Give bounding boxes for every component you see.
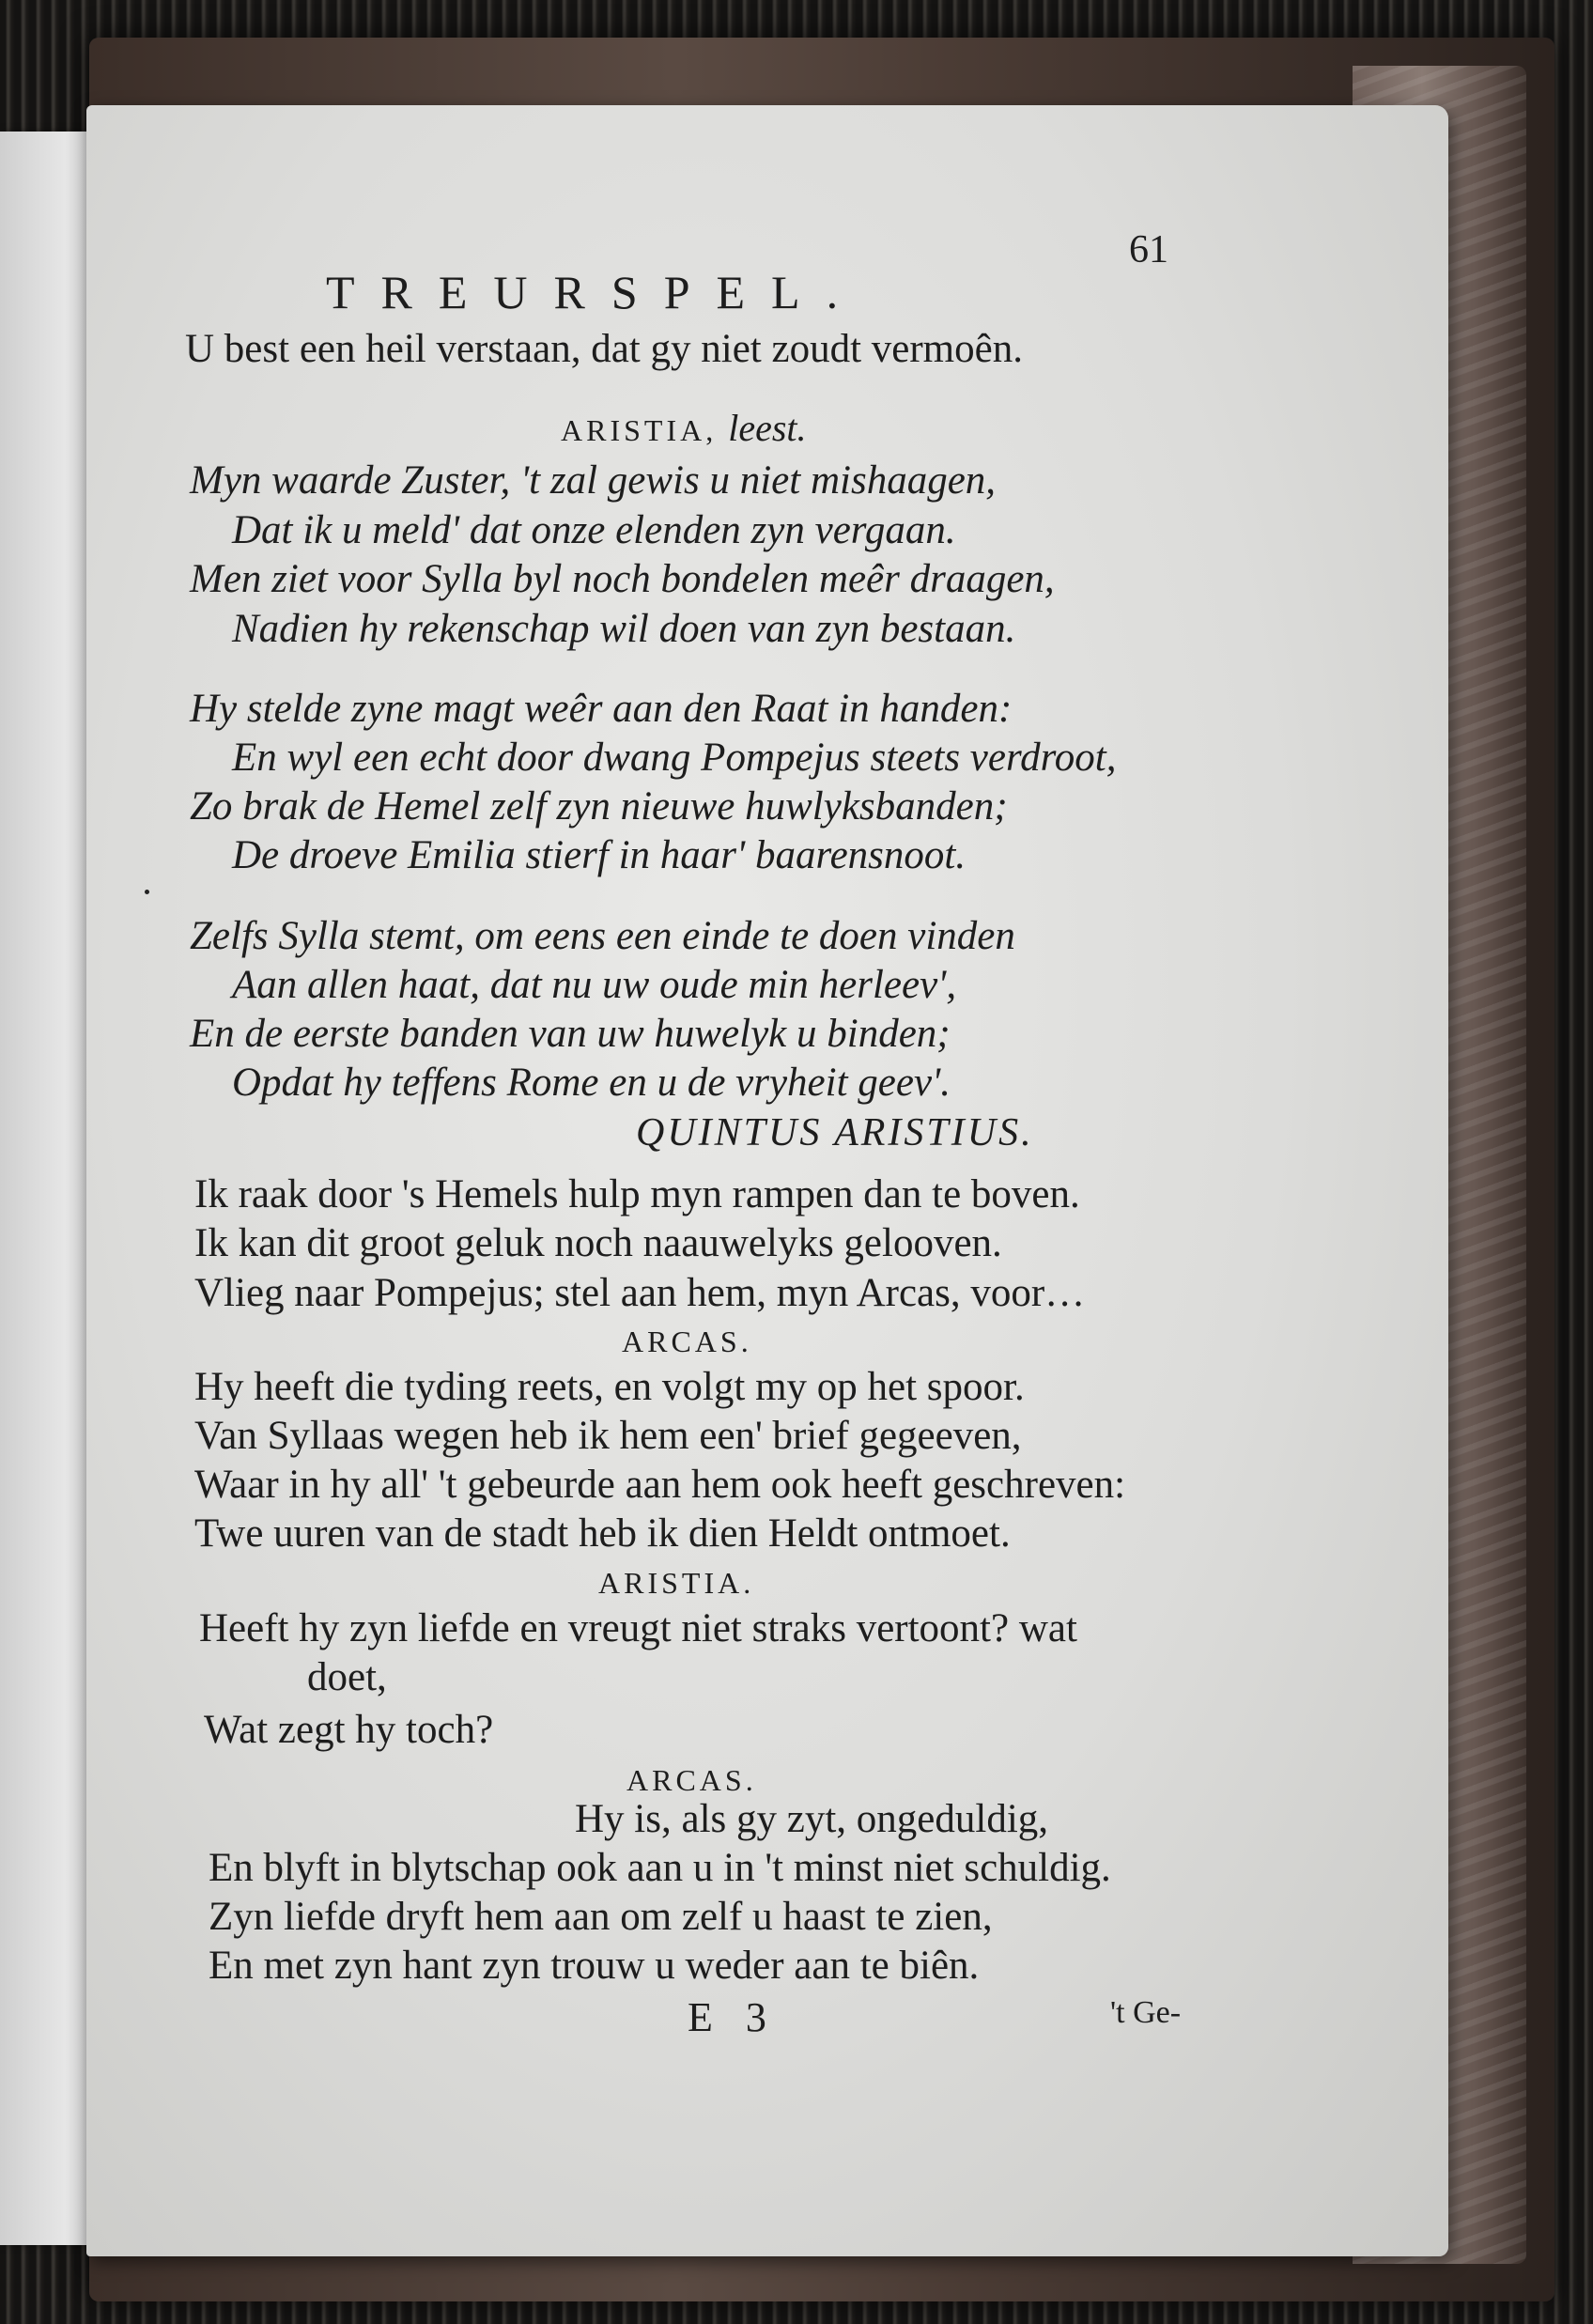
dialogue-line: Waar in hy all' 't gebeurde aan hem ook heeft geschreven: [194,1463,1126,1507]
letter-line: En wyl een echt door dwang Pompejus steets verdroot, [232,736,1117,780]
letter-line: Myn waarde Zuster, 't zal gewis u niet mishaagen, [190,458,997,503]
dialogue-line: Hy is, als gy zyt, ongeduldig, [575,1797,1049,1841]
dialogue-line: En blyft in blytschap ook aan u in 't minst niet schuldig. [209,1846,1111,1890]
signature-mark: E 3 [688,1994,778,2040]
letter-line: Dat ik u meld' dat onze elenden zyn vergaan. [232,508,956,552]
dialogue-line: Ik raak door 's Hemels hulp myn rampen dan te boven. [194,1172,1080,1216]
letter-line: Aan allen haat, dat nu uw oude min herleev', [232,963,957,1007]
speaker-aristia-reads [561,406,807,450]
dialogue-line: Hy heeft die tyding reets, en volgt my op het spoor. [194,1365,1025,1409]
letter-line: En de eerste banden van uw huwelyk u binden; [190,1012,951,1056]
stage-direction: leest. [728,407,807,449]
dialogue-line: Twe uuren van de stadt heb ik dien Heldt ontmoet. [194,1511,1011,1556]
speaker-aristia: ARISTIA. [598,1566,755,1600]
dialogue-line: Heeft hy zyn liefde en vreugt niet straks vertoont? wat [199,1606,1077,1650]
letter-line: Men ziet voor Sylla byl noch bondelen meêr draagen, [190,557,1055,601]
dialogue-line: Vlieg naar Pompejus; stel aan hem, myn Arcas, voor… [194,1271,1086,1315]
dialogue-line: En met zyn hant zyn trouw u weder aan te biên. [209,1944,980,1988]
speaker-arcas-2: ARCAS. [626,1763,757,1797]
letter-line: Zelfs Sylla stemt, om eens een einde te doen vinden [190,914,1015,958]
speaker-quintus-aristius: QUINTUS ARISTIUS. [636,1111,1034,1154]
letter-line: Hy stelde zyne magt weêr aan den Raat in handen: [190,687,1013,731]
letter-line: Opdat hy teffens Rome en u de vryheit geev'. [232,1061,951,1105]
book-page [86,105,1448,2256]
running-title: TREURSPEL. [326,266,865,318]
page-number: 61 [1129,228,1168,271]
letter-line: Nadien hy rekenschap wil doen van zyn bestaan. [232,607,1016,651]
dialogue-line: Ik kan dit groot geluk noch naauwelyks gelooven. [194,1221,1002,1265]
catchword: 't Ge- [1110,1995,1182,2030]
letter-line: Zo brak de Hemel zelf zyn nieuwe huwlyksbanden; [190,784,1008,829]
dialogue-line: Zyn liefde dryft hem aan om zelf u haast te zien, [209,1895,993,1939]
dialogue-line: Wat zegt hy toch? [204,1708,494,1752]
opening-line: U best een heil verstaan, dat gy niet zoudt vermoên. [185,327,1023,371]
speaker-name: ARISTIA, [561,413,718,447]
dialogue-line: Van Syllaas wegen heb ik hem een' brief gegeeven, [194,1414,1022,1458]
speaker-arcas: ARCAS. [622,1325,752,1358]
letter-line: De droeve Emilia stierf in haar' baarensnoot. [232,833,967,877]
dialogue-line: doet, [307,1655,387,1699]
ink-mark [145,890,149,894]
